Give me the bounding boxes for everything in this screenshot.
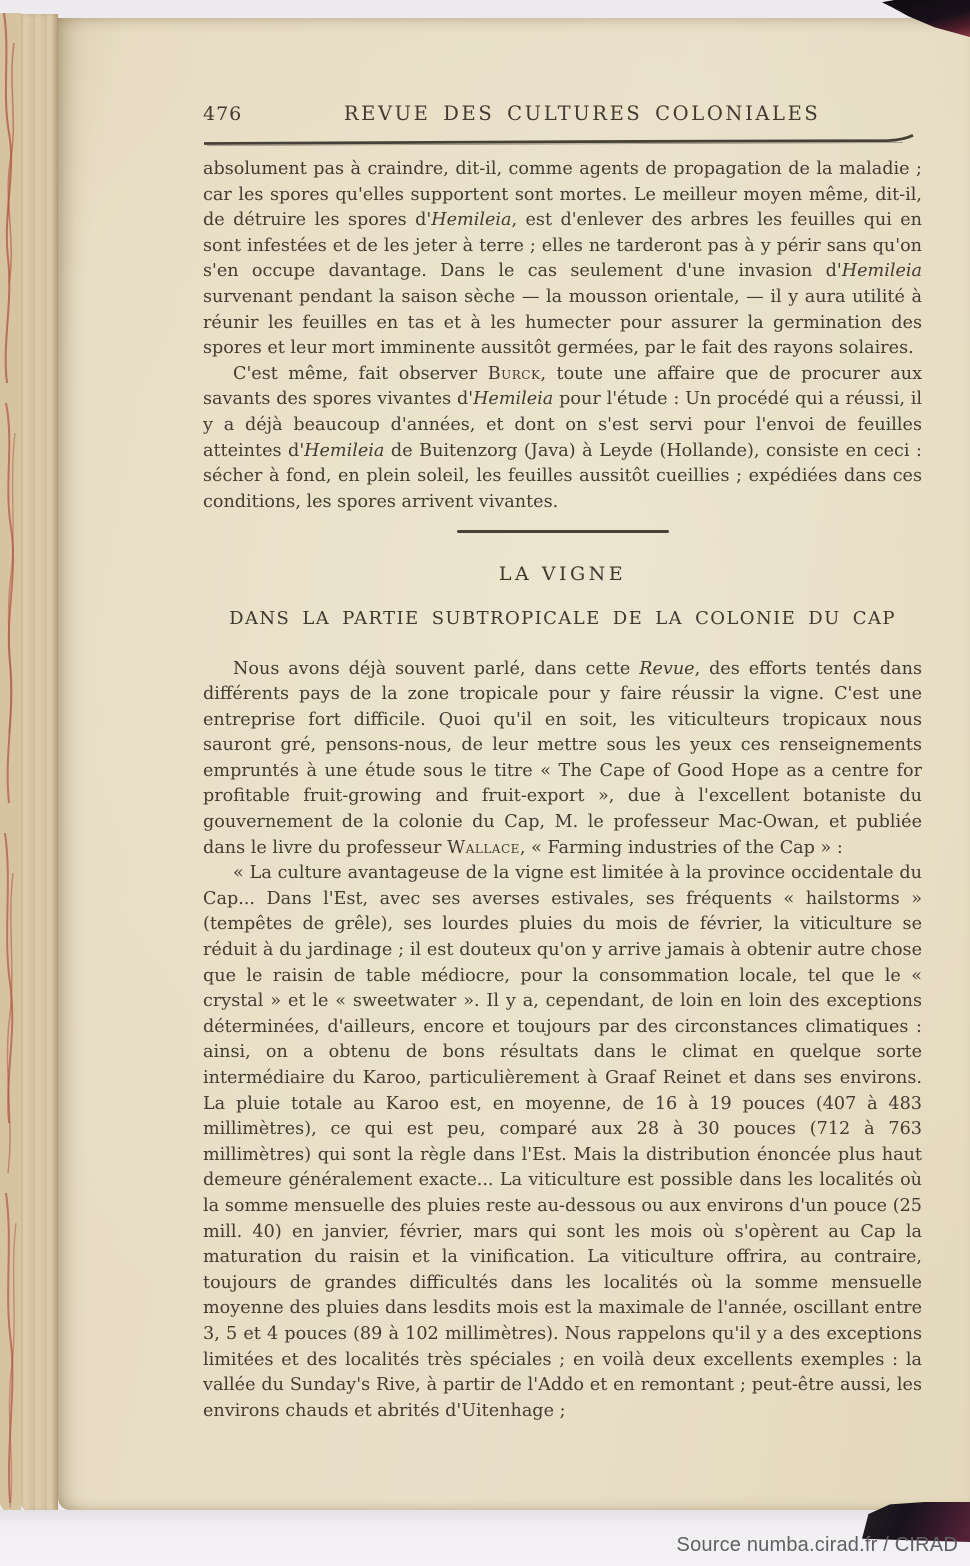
text-run: survenant pendant la saison sèche — la mousson orientale, — il y aura utilité à réunir les feuilles en tas et à les humecter pour assurer la germination des spores et leur mort imminente aussitôt germées, par le fait des rayons solaires. (203, 286, 922, 359)
text-run: Hemileia (473, 389, 554, 410)
page-header (203, 102, 922, 125)
text-run: Burck (487, 363, 541, 384)
text-run: « La culture avantageuse de la vigne est limitée à la province occidentale du Cap... Dans l'Est, avec ses averses estivales, ses fréquents « hailstorms » (tempêtes de grêle), ses lourdes pluies du mois de février, la viticulture se réduit à du jardinage ; il est douteux qu'on y arrive jamais à obtenir autre chose que le raisin de table médiocre, pour la consommation locale, tel que le « crystal » et le « sweetwater ». Il y a, cependant, de loin en loin des exceptions déterminées, d'ailleurs, encore et toujours par des circonstances climatiques : ainsi, on a obtenu de bons résultats dans le climat en quelque sorte intermédiaire du Karoo, particulièrement à Graaf Reinet et dans ses environs. La pluie totale au Karoo est, en moyenne, de 16 à 19 pouces (407 à 483 millimètres), ce qui est peu, comparé aux 28 à 30 pouces (712 à 763 millimètres) qui sont la règle dans l'Est. Mais la distribution énoncée plus haut demeure généralement exacte... La viticulture est possible dans les localités où la somme mensuelle des pluies reste au-dessous ou aux environs d'un pouce (25 mill. 40) en janvier, février, mars qui sont les mois où s'opèrent au Cap la maturation du raisin et la vinification. La viticulture offrira, au contraire, toujours de grandes difficultés dans les localités où la somme mensuelle moyenne des pluies dans lesdits mois est la maximale de l'année, oscillant entre 3, 5 et 4 pouces (89 à 102 millimètres). Nous rappelons qu'il y a des exceptions limitées et des localités très spéciales ; en voilà deux excellents exemples : la vallée du Sunday's Rive, à partir de l'Addo et en remontant ; peut-être aussi, les environs chauds et abrités d'Uitenhage ; (203, 863, 922, 1421)
text-run: Hemileia (841, 261, 922, 282)
text-run: Wallace (447, 837, 520, 858)
section-divider (457, 530, 669, 533)
text-run: Hemileia (431, 210, 512, 231)
text-run: Revue (639, 658, 695, 679)
text-run: , toute une affaire que de procurer aux savants des spores vivantes d' (203, 363, 922, 410)
page-number: 476 (203, 103, 243, 125)
book-page-edges (21, 14, 58, 1511)
book-fore-edge (0, 13, 21, 1512)
article-body (203, 157, 922, 1424)
text-run: Nous avons déjà souvent parlé, dans cette (233, 658, 640, 679)
section-title: LA VIGNE (498, 563, 627, 586)
paragraph (203, 657, 922, 862)
text-run: de Buitenzorg (Java) à Leyde (Hollande), consiste en ceci : sécher à fond, en plein soleil, les feuilles aussitôt cueillies ; expédiées dans ces conditions, les spores arrivent vivantes. (203, 440, 922, 512)
text-run: , est d'enlever des arbres les feuilles qui en sont infestées et de les jeter à terre ; elles ne tarderont pas à y périr sans qu'on s'en occupe davantage. Dans le cas seulement d'une invasion d' (203, 210, 923, 282)
text-run: , des efforts tentés dans différents pays de la zone tropicale pour y faire réussir la vigne. C'est une entreprise fort difficile. Quoi qu'il en soit, les viticulteurs tropicaux nous sauront gré, pensons-nous, de leur mettre sous les yeux ces renseignements empruntés à une étude sous le titre « The Cape of Good Hope as a centre for profitable fruit-growing and fruit-export », due à l'excellent botaniste du gouvernement de la colonie du Cap, M. le professeur Mac-Owan, et publiée dans le livre du professeur (203, 658, 922, 858)
book-page-surface (58, 18, 970, 1510)
paragraph (203, 157, 922, 362)
text-run: absolument pas à craindre, dit-il, comme agents de propagation de la maladie ; car les spores qu'elles supportent sont mortes. Le meilleur moyen même, dit-il, de détruire les spores d' (203, 159, 922, 231)
text-run: Hemileia (304, 440, 385, 461)
header-rule (203, 133, 922, 147)
page-content (203, 18, 922, 1424)
text-run: C'est même, fait observer (233, 363, 488, 384)
text-run: pour l'étude : Un procédé qui a réussi, il y a déjà beaucoup d'années, et dont on s'est servi pour l'envoi de feuilles atteintes d' (203, 389, 922, 461)
marbling-pattern (0, 13, 21, 1512)
paragraph (203, 362, 922, 516)
section-subtitle: DANS LA PARTIE SUBTROPICALE DE LA COLONIE DU CAP (229, 607, 896, 629)
journal-title: REVUE DES CULTURES COLONIALES (343, 102, 821, 125)
source-attribution: Source numba.cirad.fr / CIRAD (676, 1534, 958, 1556)
paragraph (203, 861, 922, 1424)
text-run: , « Farming industries of the Cap » : (519, 837, 843, 858)
